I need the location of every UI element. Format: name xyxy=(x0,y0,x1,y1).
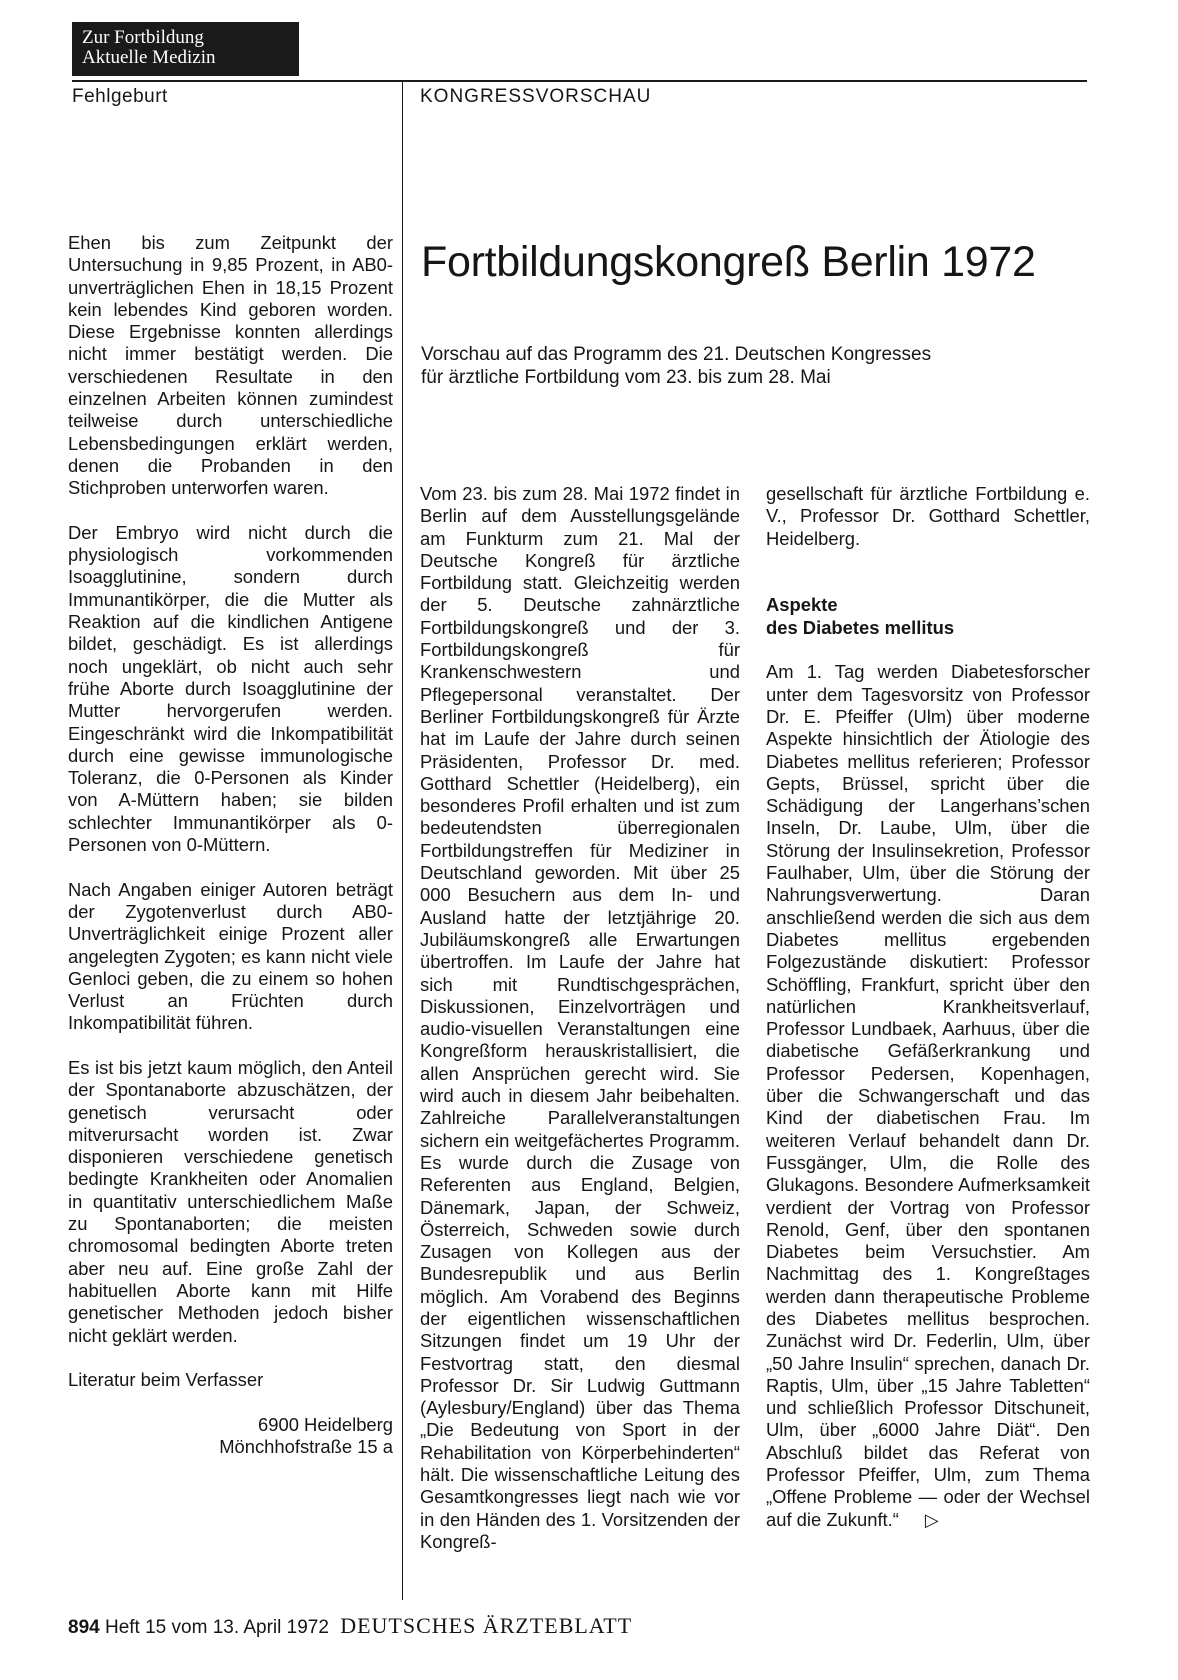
subheading xyxy=(766,594,1090,639)
page-number: 894 xyxy=(68,1617,100,1638)
author-address xyxy=(68,1414,393,1459)
right-section-label: KONGRESSVORSCHAU xyxy=(420,86,652,107)
page-footer xyxy=(68,1613,632,1639)
literature-note: Literatur beim Verfasser xyxy=(68,1369,264,1391)
address-line-2: Mönchhofstraße 15 a xyxy=(219,1436,393,1458)
left-paragraph-2: Der Embryo wird nicht durch die physiologisch vorkommenden Isoagglutinine, sondern durch Immunantikörper, die die Mutter als Reaktion auf die kindlichen Antigene bildet, geschädigt. Es ist allerdings noch ungeklärt, ob nicht auch sehr frühe Aborte durch Isoagglutinine der Mutter hervorgerufen werden. Eingeschränkt wird die Inkompatibilität durch eine gewisse immunologische Toleranz, die 0-Personen als Kinder von A-Müttern haben; sie bilden schlechter Immunantikörper als 0-Personen von 0-Müttern. xyxy=(68,521,393,856)
article-headline: Fortbildungskongreß Berlin 1972 xyxy=(421,238,1036,286)
left-paragraph-3: Nach Angaben einiger Autoren beträgt der Zygotenverlust durch AB0-Unverträglichkeit einige Prozent aller angelegten Zygoten; es kann nicht viele Genloci geben, die zu einem so hohen Verlust an Früchten durch Inkompatibilität führen. xyxy=(68,878,393,1034)
article-standfirst xyxy=(421,344,1081,389)
left-section-label: Fehlgeburt xyxy=(72,86,168,107)
standfirst-line-1: Vorschau auf das Programm des 21. Deutschen Kongresses xyxy=(421,344,932,365)
left-column xyxy=(68,232,393,1458)
top-rule xyxy=(72,80,1087,82)
issue-info: Heft 15 vom 13. April 1972 xyxy=(104,1617,329,1638)
journal-name: DEUTSCHES ÄRZTEBLATT xyxy=(340,1613,633,1638)
right-paragraph-2 xyxy=(766,661,1090,1531)
right-column xyxy=(766,483,1090,1531)
left-paragraph-1: Ehen bis zum Zeitpunkt der Untersuchung in 9,85 Prozent, in AB0-unverträglichen Ehen in 18,15 Prozent kein lebendes Kind geboren worden. Diese Ergebnisse konnten allerdings nicht immer bestätigt werden. Die verschiedenen Resultate in den einzelnen Arbeiten können zumindest teilweise durch unterschiedliche Lebensbedingungen erklärt werden, denen die Probanden in den Stichproben unterworfen waren. xyxy=(68,232,393,499)
right-paragraph-2-text: Am 1. Tag werden Diabetesforscher unter dem Tagesvorsitz von Professor Dr. E. Pfeiffer (Ulm) über moderne Aspekte hinsichtlich der Ätiologie des Diabetes mellitus referieren; Professor Gepts, Brüssel, spricht über die Schädigung der Langerhans’schen Inseln, Dr. Laube, Ulm, über die Störung der Insulinsekretion, Professor Faulhaber, Ulm, über die Störung der Nahrungsverwertung. Daran anschließend werden die sich aus dem Diabetes mellitus ergebenden Folgezustände diskutiert: Professor Schöffling, Frankfurt, spricht über den natürlichen Krankheitsverlauf, Professor Lundbaek, Aarhuus, über die diabetische Gefäßerkrankung und Professor Pedersen, Kopenhagen, über die Schwangerschaft und das Kind der diabetischen Frau. Im weiteren Verlauf behandelt dann Dr. Fussgänger, Ulm, die Rolle des Glukagons. Besondere Aufmerksamkeit verdient der Vortrag von Professor Renold, Genf, über den spontanen Diabetes beim Versuchstier. Am Nachmittag des 1. Kongreßtages werden dann therapeutische Probleme des Diabetes mellitus besprochen. Zunächst wird Dr. Federlin, Ulm, über „50 Jahre Insulin“ sprechen, danach Dr. Raptis, Ulm, über „15 Jahre Tabletten“ und schließlich Professor Ditschuneit, Ulm, über „6000 Jahre Diät“. Den Abschluß bildet das Referat von Professor Pfeiffer, Ulm, zum Thema „Offene Probleme — oder der Wechsel auf die Zukunft.“ xyxy=(766,661,1090,1530)
column-divider xyxy=(402,80,403,1600)
section-badge xyxy=(72,22,299,76)
badge-line-1: Zur Fortbildung xyxy=(82,27,204,48)
right-paragraph-1: gesellschaft für ärztliche Fortbildung e. V., Professor Dr. Gotthard Schettler, Heidelberg. xyxy=(766,483,1090,549)
middle-paragraph-1: Vom 23. bis zum 28. Mai 1972 findet in Berlin auf dem Ausstellungsgelände am Funkturm zum 21. Mal der Deutsche Kongreß für ärztliche Fortbildung statt. Gleichzeitig werden der 5. Deutsche zahnärztliche Fortbildungskongreß und der 3. Fortbildungskongreß für Krankenschwestern und Pflegepersonal veranstaltet. Der Berliner Fortbildungskongreß für Ärzte hat im Laufe der Jahre durch seinen Präsidenten, Professor Dr. med. Gotthard Schettler (Heidelberg), ein besonderes Profil erhalten und ist zum bedeutendsten überregionalen Fortbildungstreffen für Mediziner in Deutschland geworden. Mit über 25 000 Besuchern aus dem In- und Ausland hatte der letztjährige 20. Jubiläumskongreß alle Erwartungen übertroffen. Im Laufe der Jahre hat sich mit Rundtischgesprächen, Diskussionen, Einzelvorträgen und audio-visuellen Veranstaltungen eine Kongreßform herauskristallisiert, die allen Ansprüchen gerecht wird. Sie wird auch in diesem Jahr beibehalten. Zahlreiche Parallelveranstaltungen sichern ein weitgefächertes Programm. Es wurde durch die Zusage von Referenten aus England, Belgien, Dänemark, Japan, der Schweiz, Österreich, Schweden sowie durch Zusagen von Kollegen aus der Bundesrepublik und aus Berlin möglich. Am Vorabend des Beginns der eigentlichen wissenschaftlichen Sitzungen findet um 19 Uhr der Festvortrag statt, den diesmal Professor Dr. Sir Ludwig Guttmann (Aylesbury/England) über das Thema „Die Bedeutung von Sport in der Rehabilitation von Körperbehinderten“ hält. Die wissenschaftliche Leitung des Gesamtkongresses liegt nach wie vor in den Händen des 1. Vorsitzenden der Kongreß- xyxy=(420,483,740,1552)
middle-column xyxy=(420,483,740,1553)
address-line-1: 6900 Heidelberg xyxy=(258,1413,393,1435)
badge-line-2: Aktuelle Medizin xyxy=(82,47,216,68)
subheading-line-1: Aspekte xyxy=(766,594,838,616)
subheading-line-2: des Diabetes mellitus xyxy=(766,616,955,638)
left-paragraph-4: Es ist bis jetzt kaum möglich, den Anteil der Spontanaborte abzuschätzen, der genetisch verursacht oder mitverursacht worden ist. Zwar disponieren verschiedene genetisch bedingte Krankheiten oder Anomalien in quantitativ unterschiedlichem Maße zu Spontanaborten; die meisten chromosomal bedingten Aborte treten aber neu auf. Eine große Zahl der habituellen Aborte kann mit Hilfe genetischer Methoden jedoch bisher nicht geklärt werden. xyxy=(68,1056,393,1346)
continue-arrow-icon: ▷ xyxy=(924,1509,939,1530)
standfirst-line-2: für ärztliche Fortbildung vom 23. bis zum 28. Mai xyxy=(421,366,831,388)
